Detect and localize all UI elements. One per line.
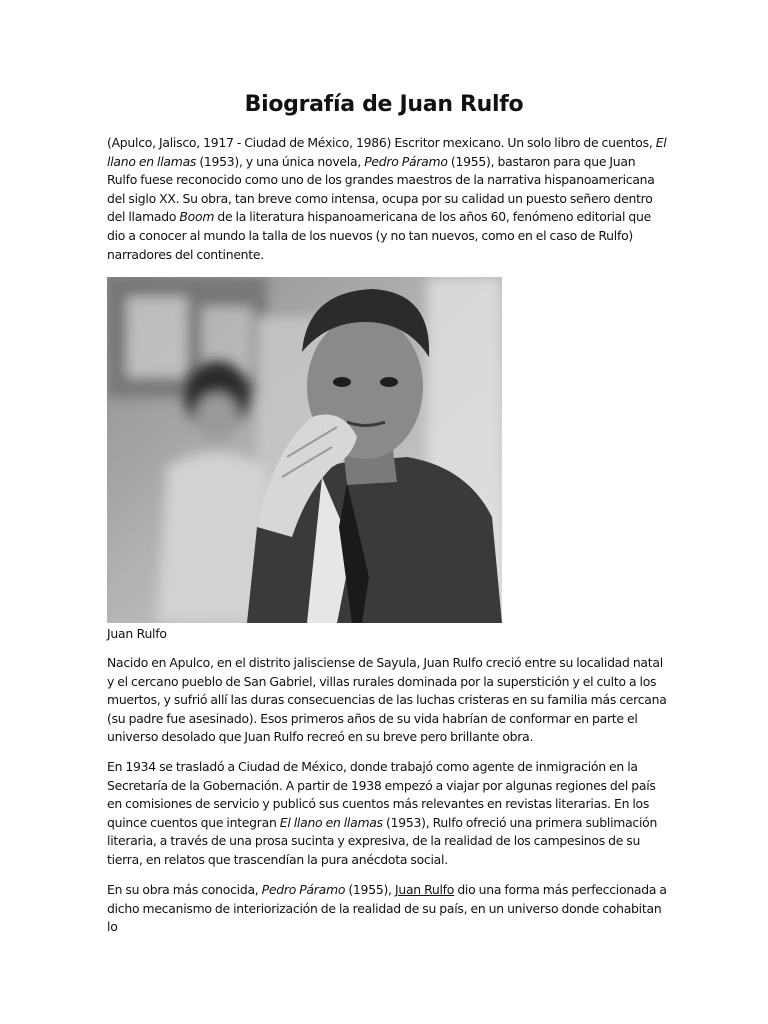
juan-rulfo-link[interactable]: Juan Rulfo: [394, 882, 455, 897]
text-run: En su obra más conocida,: [107, 882, 262, 897]
page-title: Biografía de Juan Rulfo: [244, 92, 524, 117]
italic-text: El llano en llamas: [107, 135, 667, 169]
paragraph-intro: [107, 134, 667, 264]
text-run: (1953), Rulfo ofreció una primera sublimación literaria, a través de una prosa sucinta y expresiva, de la realidad de los campesinos de su tierra, en relatos que trascendían la pura anécdota social.: [107, 814, 658, 867]
italic-text: Pedro Páramo: [364, 153, 448, 169]
paragraph-early-life: [107, 654, 667, 747]
text-run: En 1934 se trasladó a Ciudad de México, donde trabajó como agente de inmigración en la Secretaría de la Gobernación. A partir de 1938 empezó a viajar por algunas regiones del país en comisiones de servicio y publicó sus cuentos más relevantes en revistas literarias. En los quince cuentos que integran: [107, 759, 656, 830]
photo-caption: Juan Rulfo: [107, 626, 167, 641]
italic-text: Pedro Páramo: [261, 882, 346, 897]
text-run: (1955), bastaron para que Juan Rulfo fuese reconocido como uno de los grandes maestros de la narrativa hispanoamericana del siglo XX. Su obra, tan breve como intensa, ocupa por su calidad un puesto señero dentro del llamado: [107, 153, 655, 225]
text-run: (1953), y una única novela,: [196, 153, 365, 169]
text-run: Nacido en Apulco, en el distrito jalisciense de Sayula, Juan Rulfo creció entre su localidad natal y el cercano pueblo de San Gabriel, villas rurales dominada por la superstición y el culto a los muertos, y sufrió allí las duras consecuencias de las luchas cristeras en su familia más cercana (su padre fue asesinado). Esos primeros años de su vida habrían de conformar en parte el universo desolado que Juan Rulfo recreó en su breve pero brillante obra.: [107, 655, 667, 745]
paragraph-career: [107, 758, 667, 870]
italic-text: El llano en llamas: [279, 814, 383, 830]
text-run: dio una forma más perfeccionada a dicho mecanismo de interiorización de la realidad de su país, en un universo donde cohabitan lo: [107, 882, 667, 935]
text-run: (1955),: [345, 882, 395, 897]
italic-text: Boom: [179, 209, 215, 225]
text-run: (Apulco, Jalisco, 1917 - Ciudad de México, 1986) Escritor mexicano. Un solo libro de cuentos,: [107, 135, 656, 150]
paragraph-pedro-paramo: [107, 881, 667, 937]
portrait-photo: [107, 277, 502, 623]
text-run: de la literatura hispanoamericana de los años 60, fenómeno editorial que dio a conocer al mundo la talla de los nuevos (y no tan nuevos, como en el caso de Rulfo) narradores del continente.: [107, 209, 651, 262]
